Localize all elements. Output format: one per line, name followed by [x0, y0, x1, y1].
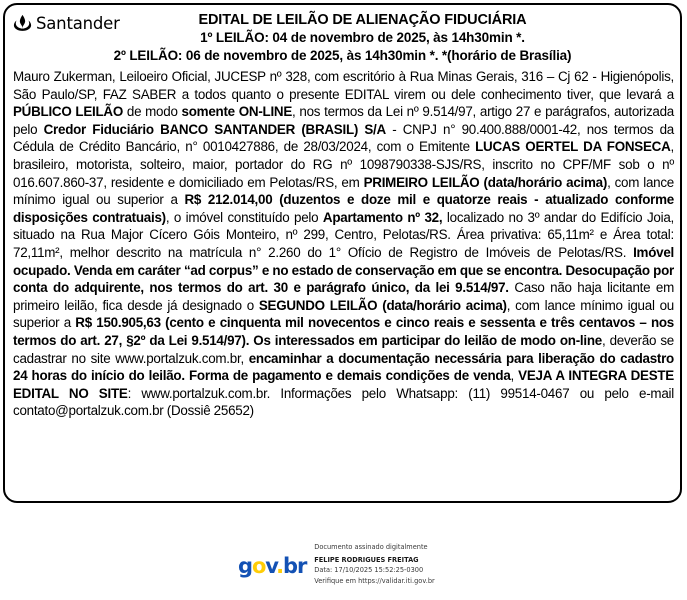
digital-signature-block	[0, 540, 687, 596]
body-segment-5: Credor Fiduciário BANCO SANTANDER (BRASIL) S/A	[43, 121, 386, 137]
signature-heading: Documento assinado digitalmente	[314, 543, 428, 551]
body-segment-19: R$ 150.905,63 (cento e cinquenta mil novecentos e cinco reais e sessenta e três centavos – nos termos do art. 27, §2º da Lei 9.514/97). Os interessados em participar do leilão de modo on-line	[13, 315, 674, 348]
body-segment-6: - CNPJ n° 90.400.888/0001-42, nos termos da Cédula de Crédito Bancário, n° 0010427886, de 28/03/2024, com o Emitente	[13, 121, 674, 155]
body-segment-18: , com lance mínimo igual ou superior a	[13, 297, 674, 331]
govbr-letter-v: v	[265, 554, 277, 578]
santander-flame-icon	[13, 14, 32, 33]
govbr-letters-br: br	[283, 554, 307, 578]
govbr-letter-o: o	[251, 554, 266, 578]
body-segment-17: SEGUNDO LEILÃO (data/horário acima)	[258, 297, 507, 313]
body-segment-10: , com lance mínimo igual ou superior a	[13, 174, 674, 208]
signature-date: Data: 17/10/2025 15:52:25-0300	[314, 566, 424, 574]
edital-body-text	[5, 67, 680, 420]
santander-wordmark: Santander	[36, 14, 120, 34]
govbr-logo	[238, 556, 306, 577]
body-segment-23: VEJA A INTEGRA DESTE EDITAL NO SITE	[13, 368, 674, 401]
body-segment-22: ,	[510, 368, 519, 384]
signer-name: FELIPE RODRIGUES FREITAG	[314, 555, 419, 564]
body-segment-2: de modo	[123, 104, 182, 120]
body-segment-1: PÚBLICO LEILÃO	[13, 104, 123, 120]
second-auction-date: 2º LEILÃO: 06 de novembro de 2025, às 14h30min *. *(horário de Brasília)	[113, 48, 572, 64]
body-segment-0: Mauro Zukerman, Leiloeiro Oficial, JUCESP nº 328, com escritório à Rua Minas Gerais, 316 – Cj 62 - Higienópolis, São Paulo/SP, FAZ SABER a todos quanto o presente EDITAL virem ou dele conhecimento tiver, que levará a	[13, 69, 674, 102]
body-segment-7: LUCAS OERTEL DA FONSECA	[475, 139, 671, 155]
body-segment-14: localizado no 3º andar do Edifício Joia, situado na Rua Major Cícero Góis Monteiro, nº 299, Centro, Pelotas/RS. Área privativa: 65,11m² e Área total: 72,11m², melhor descrito na matrícula n° 2.260 do 1° Ofício de Registro de Imóveis de Pelotas/RS.	[13, 209, 674, 260]
body-segment-21: encaminhar a documentação necessária para liberação do cadastro 24 horas do início do leilão. Forma de pagamento e demais condições de venda	[13, 350, 674, 384]
santander-logo	[13, 14, 120, 33]
edital-document-frame	[3, 3, 682, 503]
body-segment-12: , o imóvel constituído pelo	[165, 209, 323, 225]
body-segment-8: , brasileiro, motorista, solteiro, maior, portador do RG nº 1098790338-SJS/RS, inscrito no CPF/MF sob o nº 016.607.860-37, residente e domiciliado em Pelotas/RS, em	[13, 139, 674, 190]
page-title: EDITAL DE LEILÃO DE ALIENAÇÃO FIDUCIÁRIA	[198, 12, 527, 28]
body-segment-20: , deverão se cadastrar no site www.portalzuk.com.br,	[13, 332, 674, 366]
first-auction-date: 1º LEILÃO: 04 de novembro de 2025, às 14h30min *.	[200, 30, 525, 46]
body-segment-11: R$ 212.014,00 (duzentos e doze mil e quatorze reais - atualizado conforme disposições contratuais)	[13, 192, 674, 225]
document-header	[5, 5, 680, 67]
body-segment-13: Apartamento nº 32,	[322, 209, 443, 225]
body-segment-15: Imóvel ocupado. Venda em caráter “ad corpus” e no estado de conservação em que se encontra. Desocupação por conta do adquirente, nos termos do art. 30 e parágrafo único, da lei 9.514/97.	[13, 244, 674, 296]
signature-details	[314, 540, 434, 586]
body-segment-9: PRIMEIRO LEILÃO (data/horário acima)	[363, 174, 608, 190]
govbr-letter-g: g	[238, 554, 252, 578]
signature-verify-url: Verifique em https://validar.iti.gov.br	[314, 576, 435, 585]
govbr-dot: .	[276, 554, 284, 578]
body-segment-3: somente ON-LINE	[181, 104, 293, 120]
body-segment-24: : www.portalzuk.com.br. Informações pelo Whatsapp: (11) 99514-0467 ou pelo e-mail contato@portalzuk.com.br (Dossiê 25652)	[13, 385, 674, 419]
body-segment-4: , nos termos da Lei nº 9.514/97, artigo 27 e parágrafos, autorizada pelo	[13, 104, 674, 137]
body-segment-16: Caso não haja licitante em primeiro leilão, fica desde já designado o	[13, 280, 674, 313]
